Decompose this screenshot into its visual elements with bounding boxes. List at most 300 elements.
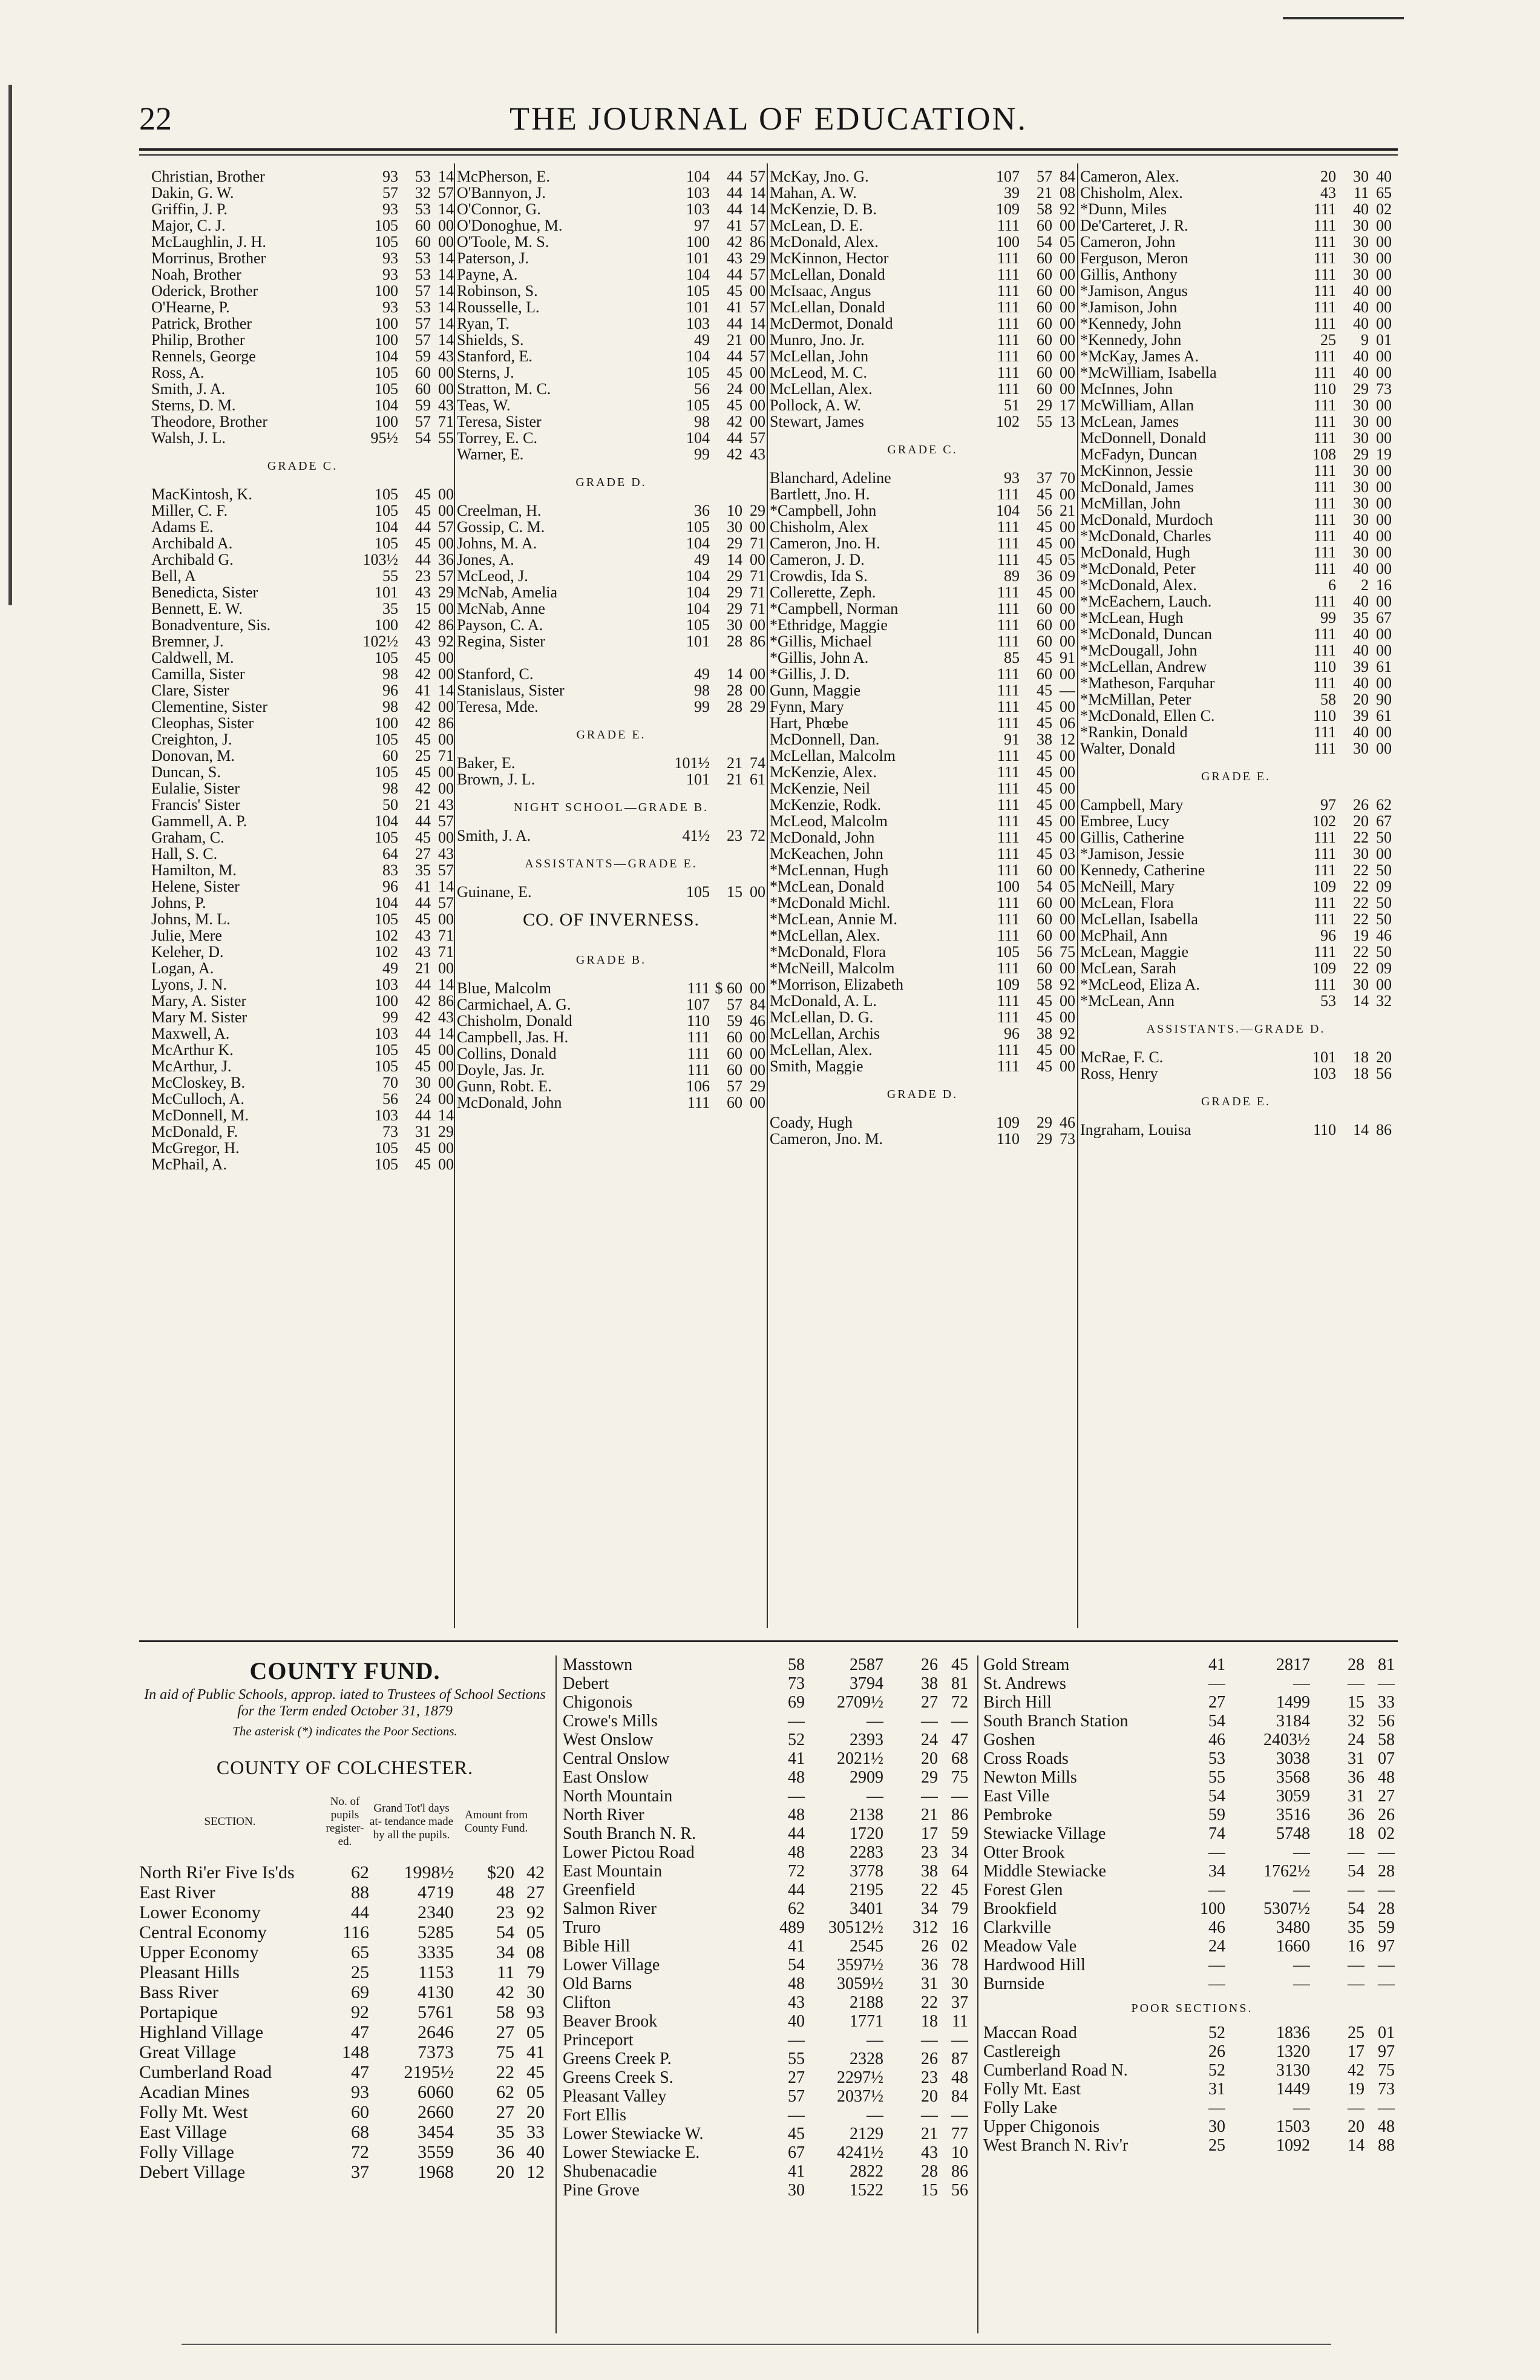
- binding-edge: [8, 85, 12, 605]
- teacher-row: [1080, 593, 1392, 610]
- amount-cents: 34: [951, 1843, 968, 1862]
- teacher-row: [151, 1025, 454, 1042]
- teacher-name: Regina, Sister: [457, 633, 545, 649]
- days-attendance: —: [1293, 1956, 1310, 1974]
- amount-cents: 06: [1060, 715, 1075, 731]
- teacher-row: [770, 1058, 1075, 1074]
- teacher-row: [770, 813, 1075, 829]
- teacher-name: Ryan, T.: [457, 315, 510, 332]
- teacher-row: [457, 381, 765, 397]
- days-taught: 110: [1312, 381, 1336, 397]
- amount-dollars: 42: [415, 715, 431, 731]
- amount-dollars: 42: [415, 617, 431, 633]
- teacher-name: O'Toole, M. S.: [457, 234, 549, 250]
- days-taught: 58: [1320, 691, 1336, 708]
- amount-cents: 00: [438, 364, 454, 381]
- teacher-name: McLellan, Archis: [770, 1025, 880, 1042]
- amount-dollars: 20: [1353, 691, 1369, 708]
- fund-row: [983, 1881, 1401, 1899]
- days-taught: 111: [997, 813, 1020, 829]
- amount-dollars: —: [921, 2106, 938, 2125]
- fund-row: [563, 1843, 974, 1862]
- days-attendance: 5285: [418, 1922, 454, 1942]
- amount-dollars: 42: [415, 1009, 431, 1025]
- pupils-registered: 59: [1208, 1806, 1225, 1824]
- amount-dollars: 29: [921, 1768, 938, 1787]
- days-taught: 111: [1313, 626, 1336, 642]
- teacher-name: Gillis, Anthony: [1080, 266, 1178, 283]
- amount-cents: 12: [1060, 731, 1075, 748]
- section-name: Hardwood Hill: [983, 1956, 1086, 1974]
- teacher-name: Bremner, J.: [151, 633, 224, 649]
- fund-row: [563, 1956, 974, 1974]
- pupils-registered: 65: [351, 1942, 369, 1962]
- days-taught: 106: [686, 1078, 710, 1094]
- amount-cents: 09: [1376, 960, 1392, 976]
- amount-dollars: 22: [496, 2062, 514, 2082]
- amount-dollars: 28: [727, 699, 742, 715]
- amount-dollars: 34: [921, 1899, 938, 1918]
- amount-cents: 00: [1376, 430, 1392, 446]
- days-taught: 111: [997, 633, 1020, 649]
- days-taught: 111: [997, 1058, 1020, 1074]
- teacher-row: [1080, 944, 1392, 960]
- teacher-name: Donovan, M.: [151, 748, 235, 764]
- teacher-row: [151, 568, 454, 584]
- fund-row: [563, 2031, 974, 2050]
- amount-dollars: 40: [1353, 283, 1369, 299]
- amount-cents: 00: [1060, 813, 1075, 829]
- days-taught: 100: [996, 234, 1020, 250]
- amount-dollars: 43: [415, 584, 431, 600]
- amount-cents: 00: [1376, 479, 1392, 495]
- amount-dollars: 40: [1353, 675, 1369, 691]
- teacher-name: Clare, Sister: [151, 682, 229, 699]
- teacher-name: McLellan, Donald: [770, 299, 885, 315]
- amount-dollars: 42: [415, 699, 431, 715]
- days-taught: 105: [375, 217, 398, 234]
- days-taught: 73: [382, 1123, 398, 1140]
- days-attendance: 6060: [418, 2082, 454, 2102]
- days-attendance: —: [1293, 1974, 1310, 1993]
- amount-dollars: 23: [496, 1902, 514, 1922]
- amount-cents: 07: [1378, 1749, 1395, 1768]
- teacher-row: [151, 878, 454, 895]
- days-taught: 111: [997, 797, 1020, 813]
- amount-cents: 00: [1060, 600, 1075, 617]
- teacher-row: [151, 168, 454, 185]
- pupils-registered: 34: [1208, 1862, 1225, 1881]
- days-taught: 97: [1320, 797, 1336, 813]
- county-name: COUNTY OF COLCHESTER.: [216, 1757, 474, 1778]
- days-taught: 111: [997, 332, 1020, 348]
- amount-cents: 48: [951, 2068, 968, 2087]
- teacher-name: Bartlett, Jno. H.: [770, 486, 870, 502]
- teacher-name: McLellan, Isabella: [1080, 911, 1198, 927]
- amount-dollars: 45: [1037, 486, 1052, 502]
- section-name: North Mountain: [563, 1787, 673, 1806]
- teacher-name: *McKay, James A.: [1080, 348, 1199, 364]
- amount-cents: 17: [1060, 397, 1075, 413]
- section-name: Goshen: [983, 1731, 1035, 1749]
- amount-cents: 43: [438, 846, 454, 862]
- section-name: Folly Lake: [983, 2099, 1058, 2117]
- teacher-row: [151, 633, 454, 649]
- amount-cents: 67: [1376, 610, 1392, 626]
- teacher-row: [770, 413, 1075, 430]
- days-taught: 99: [694, 446, 710, 462]
- teacher-name: *Gillis, J. D.: [770, 666, 850, 682]
- days-taught: 96: [1004, 1025, 1020, 1042]
- amount-cents: 00: [1376, 976, 1392, 993]
- teacher-name: *McNeill, Malcolm: [770, 960, 895, 976]
- amount-cents: 50: [1376, 944, 1392, 960]
- amount-dollars: 42: [727, 446, 742, 462]
- amount-dollars: 23: [415, 568, 431, 584]
- amount-cents: 50: [1376, 911, 1392, 927]
- amount-cents: 00: [1060, 1009, 1075, 1025]
- amount-dollars: 59: [415, 397, 431, 413]
- fund-middle-column: [563, 1655, 974, 2200]
- teacher-row: [457, 315, 765, 332]
- amount-dollars: 45: [1037, 813, 1052, 829]
- days-taught: 111: [1313, 364, 1336, 381]
- fund-row: [563, 2068, 974, 2087]
- grade-heading: NIGHT SCHOOL—GRADE B.: [513, 801, 709, 814]
- amount-cents: 00: [438, 666, 454, 682]
- teacher-name: Smith, Maggie: [770, 1058, 863, 1074]
- teacher-name: Carmichael, A. G.: [457, 996, 571, 1013]
- teacher-name: Keleher, D.: [151, 944, 224, 960]
- teacher-name: Embree, Lucy: [1080, 813, 1170, 829]
- amount-cents: 27: [1378, 1787, 1395, 1806]
- amount-dollars: 28: [921, 2162, 938, 2181]
- days-taught: 105: [375, 1140, 398, 1156]
- teacher-row: [457, 682, 765, 699]
- pupils-registered: 40: [788, 2012, 805, 2031]
- amount-cents: 47: [951, 1731, 968, 1749]
- teacher-name: *McDonald, Peter: [1080, 560, 1196, 577]
- section-name: Debert: [563, 1674, 609, 1693]
- teacher-name: Maxwell, A.: [151, 1025, 230, 1042]
- days-attendance: 1153: [418, 1962, 454, 1982]
- amount-cents: 00: [438, 829, 454, 846]
- amount-dollars: 21: [921, 1806, 938, 1824]
- amount-dollars: 60: [1037, 666, 1052, 682]
- teacher-row: [1080, 528, 1392, 544]
- amount-cents: 58: [1378, 1731, 1395, 1749]
- amount-dollars: 30: [1353, 250, 1369, 266]
- amount-cents: 86: [1376, 1122, 1392, 1138]
- amount-cents: 48: [1378, 2117, 1395, 2136]
- days-taught: 60: [382, 748, 398, 764]
- teacher-name: McPherson, E.: [457, 168, 550, 185]
- days-attendance: 1660: [1276, 1937, 1310, 1956]
- amount-dollars: 21: [921, 2125, 938, 2143]
- amount-cents: 57: [438, 813, 454, 829]
- days-taught: 49: [382, 960, 398, 976]
- days-attendance: 3059½: [837, 1974, 883, 1993]
- column-divider: [767, 163, 768, 1628]
- days-attendance: 2195½: [404, 2062, 454, 2082]
- fund-row: [563, 1768, 974, 1787]
- teacher-row: [457, 299, 765, 315]
- amount-dollars: 57: [1037, 168, 1052, 185]
- amount-cents: 79: [951, 1899, 968, 1918]
- teacher-name: *Matheson, Farquhar: [1080, 675, 1215, 691]
- amount-cents: 00: [1376, 462, 1392, 479]
- teacher-name: McMillan, John: [1080, 495, 1181, 511]
- teacher-name: Francis' Sister: [151, 797, 240, 813]
- days-attendance: 2545: [850, 1937, 883, 1956]
- teacher-row: [457, 980, 765, 996]
- amount-dollars: 45: [415, 829, 431, 846]
- teacher-name: Gunn, Robt. E.: [457, 1078, 552, 1094]
- amount-dollars: 32: [415, 185, 431, 201]
- teacher-name: *Campbell, Norman: [770, 600, 899, 617]
- pupils-registered: 25: [351, 1962, 369, 1982]
- amount-cents: 00: [1376, 217, 1392, 234]
- days-taught: 111: [997, 666, 1020, 682]
- pupils-registered: 46: [1208, 1731, 1225, 1749]
- days-attendance: 3516: [1276, 1806, 1310, 1824]
- teacher-row: [151, 617, 454, 633]
- amount-cents: 00: [750, 1029, 765, 1045]
- teacher-row: [151, 944, 454, 960]
- days-attendance: 1320: [1276, 2042, 1310, 2061]
- header-rule: [139, 148, 1398, 151]
- amount-cents: 00: [438, 1042, 454, 1058]
- amount-dollars: 38: [1037, 1025, 1052, 1042]
- teacher-row: [770, 633, 1075, 649]
- amount-cents: 00: [1060, 348, 1075, 364]
- teacher-row: [1080, 626, 1392, 642]
- days-taught: 111: [997, 829, 1020, 846]
- section-name: East Mountain: [563, 1862, 663, 1881]
- amount-cents: 00: [750, 884, 765, 900]
- pupils-registered: —: [1208, 1956, 1225, 1974]
- amount-cents: 00: [1060, 535, 1075, 551]
- amount-cents: 10: [951, 2143, 968, 2162]
- teacher-name: Cameron, John: [1080, 234, 1176, 250]
- amount-cents: 00: [1376, 544, 1392, 560]
- amount-dollars: 60: [1037, 633, 1052, 649]
- pupils-registered: 54: [1208, 1787, 1225, 1806]
- days-taught: 111: [997, 315, 1020, 332]
- section-name: Princeport: [563, 2031, 634, 2050]
- pupils-registered: 44: [788, 1824, 805, 1843]
- amount-cents: 16: [1376, 577, 1392, 593]
- teacher-name: O'Donoghue, M.: [457, 217, 563, 234]
- fund-row: [983, 2117, 1401, 2136]
- amount-dollars: 30: [1353, 266, 1369, 283]
- amount-cents: 86: [438, 993, 454, 1009]
- amount-dollars: 54: [1037, 234, 1052, 250]
- amount-dollars: 22: [1353, 878, 1369, 895]
- teacher-name: McWilliam, Allan: [1080, 397, 1194, 413]
- amount-dollars: 27: [415, 846, 431, 862]
- days-attendance: 2660: [418, 2102, 454, 2122]
- teacher-row: [770, 976, 1075, 993]
- days-taught: 111: [1313, 829, 1336, 846]
- amount-dollars: 45: [415, 649, 431, 666]
- amount-dollars: 11: [497, 1962, 514, 1982]
- days-taught: 105: [686, 519, 710, 535]
- amount-cents: 00: [438, 1156, 454, 1172]
- pupils-registered: 47: [351, 2062, 369, 2082]
- amount-cents: 00: [1376, 315, 1392, 332]
- days-taught: 111: [997, 250, 1020, 266]
- amount-cents: 00: [1060, 699, 1075, 715]
- teacher-row: [151, 266, 454, 283]
- amount-cents: 00: [1060, 250, 1075, 266]
- amount-cents: 28: [1378, 1899, 1395, 1918]
- teacher-name: McPhail, A.: [151, 1156, 227, 1172]
- teacher-row: [151, 1074, 454, 1091]
- days-attendance: 2822: [850, 2162, 883, 2181]
- days-taught: 104: [686, 600, 710, 617]
- teacher-name: Campbell, Jas. H.: [457, 1029, 569, 1045]
- amount-dollars: 45: [1037, 551, 1052, 568]
- amount-cents: 41: [526, 2042, 545, 2062]
- county-fund-subtitle: In aid of Public Schools, approp. iated to Trustees of School Sections for the Term ended October 31, 1879: [144, 1687, 546, 1719]
- amount-dollars: 43: [727, 250, 742, 266]
- fund-row: [139, 2122, 551, 2142]
- teacher-row: [151, 764, 454, 780]
- teacher-row: [151, 748, 454, 764]
- days-taught: 50: [382, 797, 398, 813]
- amount-cents: 57: [750, 266, 765, 283]
- amount-cents: 00: [750, 1045, 765, 1062]
- amount-cents: 92: [438, 633, 454, 649]
- teacher-row: [1080, 691, 1392, 708]
- days-attendance: 3401: [850, 1899, 883, 1918]
- teacher-row: [1080, 911, 1392, 927]
- teacher-name: McLean, Flora: [1080, 895, 1174, 911]
- amount-cents: 05: [526, 1922, 545, 1942]
- days-taught: 100: [375, 617, 398, 633]
- days-attendance: —: [867, 2106, 883, 2125]
- amount-cents: 00: [1060, 617, 1075, 633]
- days-taught: 70: [382, 1074, 398, 1091]
- teacher-name: MacKintosh, K.: [151, 486, 252, 502]
- amount-cents: 20: [526, 2102, 545, 2122]
- fund-row: [563, 1881, 974, 1899]
- amount-dollars: 21: [415, 960, 431, 976]
- amount-dollars: 45: [727, 283, 742, 299]
- days-taught: 111: [1313, 479, 1336, 495]
- amount-cents: 46: [1376, 927, 1392, 944]
- teacher-row: [770, 944, 1075, 960]
- teacher-row: [770, 234, 1075, 250]
- amount-cents: 00: [1376, 495, 1392, 511]
- fund-row: [139, 1922, 551, 1942]
- teacher-name: McLeod, M. C.: [770, 364, 868, 381]
- amount-dollars: 44: [415, 813, 431, 829]
- days-taught: 43: [1320, 185, 1336, 201]
- amount-cents: —: [1378, 1974, 1395, 1993]
- amount-dollars: 23: [727, 827, 742, 844]
- teacher-row: [151, 731, 454, 748]
- days-attendance: 3059: [1276, 1787, 1310, 1806]
- teacher-name: McDonald, Murdoch: [1080, 511, 1213, 528]
- fund-row: [563, 2087, 974, 2106]
- amount-dollars: 22: [1353, 911, 1369, 927]
- grade-heading: GRADE C.: [267, 459, 338, 473]
- amount-dollars: 43: [415, 633, 431, 649]
- amount-dollars: 30: [1353, 168, 1369, 185]
- footer-rule: [182, 2344, 1331, 2345]
- amount-dollars: 40: [1353, 299, 1369, 315]
- amount-cents: 71: [438, 748, 454, 764]
- grade-heading: GRADE E.: [1201, 770, 1271, 783]
- teacher-name: Brown, J. L.: [457, 771, 536, 787]
- amount-dollars: 60: [727, 1029, 742, 1045]
- teacher-row: [1080, 1049, 1392, 1065]
- days-attendance: 30512½: [828, 1918, 883, 1937]
- amount-cents: 26: [1378, 1806, 1395, 1824]
- amount-dollars: 40: [1353, 528, 1369, 544]
- amount-cents: 14: [438, 682, 454, 699]
- section-name: Beaver Brook: [563, 2012, 658, 2031]
- amount-cents: 00: [438, 649, 454, 666]
- section-name: Birch Hill: [983, 1693, 1052, 1712]
- amount-dollars: 60: [727, 1045, 742, 1062]
- amount-dollars: 60: [415, 234, 431, 250]
- fund-row: [563, 1674, 974, 1693]
- days-taught: 35: [382, 600, 398, 617]
- section-name: Shubenacadie: [563, 2162, 657, 2181]
- amount-dollars: 56: [1037, 502, 1052, 519]
- teacher-name: Archibald A.: [151, 535, 233, 551]
- teacher-row: [151, 217, 454, 234]
- fund-row: [563, 2143, 974, 2162]
- days-attendance: 2297½: [837, 2068, 883, 2087]
- teacher-row: [457, 519, 765, 535]
- teacher-row: [770, 535, 1075, 551]
- days-attendance: 3597½: [837, 1956, 883, 1974]
- section-name: Brookfield: [983, 1899, 1057, 1918]
- teacher-name: Sterns, J.: [457, 364, 514, 381]
- amount-cents: 00: [1060, 364, 1075, 381]
- teacher-name: McCulloch, A.: [151, 1091, 244, 1107]
- days-attendance: —: [1293, 1881, 1310, 1899]
- amount-cents: 00: [1060, 584, 1075, 600]
- amount-cents: 00: [750, 364, 765, 381]
- amount-cents: 00: [1376, 724, 1392, 740]
- fund-row: [563, 1712, 974, 1731]
- amount-dollars: 18: [921, 2012, 938, 2031]
- days-taught: 93: [382, 168, 398, 185]
- days-taught: 111: [687, 1094, 710, 1111]
- amount-dollars: 26: [921, 2050, 938, 2068]
- amount-cents: 00: [750, 980, 765, 996]
- teacher-row: [770, 502, 1075, 519]
- teacher-row: [1080, 185, 1392, 201]
- teacher-name: McDonald, Alex.: [770, 234, 879, 250]
- teacher-row: [770, 299, 1075, 315]
- amount-cents: 64: [951, 1862, 968, 1881]
- pupils-registered: 31: [1208, 2080, 1225, 2099]
- teacher-name: McIsaac, Angus: [770, 283, 871, 299]
- grade-heading: GRADE B.: [575, 953, 647, 967]
- fund-row: [983, 1749, 1401, 1768]
- teacher-name: *Jamison, John: [1080, 299, 1178, 315]
- teacher-name: Clementine, Sister: [151, 699, 268, 715]
- teacher-name: *Jamison, Jessie: [1080, 846, 1184, 862]
- days-taught: 105: [375, 649, 398, 666]
- teacher-name: Guinane, E.: [457, 884, 532, 900]
